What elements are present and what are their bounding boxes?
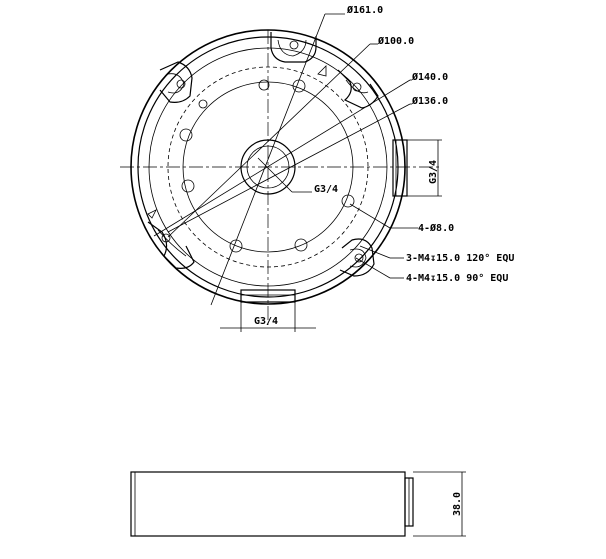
mounting-lug-left bbox=[160, 62, 192, 102]
label-g34-center: G3/4 bbox=[314, 184, 339, 195]
hole-left-small bbox=[199, 100, 207, 108]
side-body bbox=[131, 472, 405, 536]
label-dia-100: Ø100.0 bbox=[378, 36, 415, 47]
leader-m4-120 bbox=[360, 246, 390, 258]
leader-140 bbox=[154, 80, 410, 236]
label-dia-136: Ø136.0 bbox=[412, 96, 449, 107]
leader-136 bbox=[168, 104, 410, 232]
label-dia-140: Ø140.0 bbox=[412, 72, 449, 83]
label-dia-161: Ø161.0 bbox=[347, 5, 384, 16]
label-g34-bottom: G3/4 bbox=[254, 316, 279, 327]
side-view bbox=[131, 472, 466, 536]
leader-holes-8 bbox=[350, 204, 390, 228]
hole-upper-left bbox=[180, 129, 192, 141]
label-m4-120: 3-M4↧15.0 120° EQU bbox=[406, 253, 515, 264]
label-m4-90: 4-M4↧15.0 90° EQU bbox=[406, 273, 509, 284]
label-height-38: 38.0 bbox=[452, 491, 463, 516]
hole-lower-left bbox=[182, 180, 194, 192]
hole-top bbox=[259, 80, 269, 90]
label-g34-right: G3/4 bbox=[428, 159, 439, 184]
arrow-mark-top-right bbox=[318, 66, 326, 76]
label-holes-8: 4-Ø8.0 bbox=[418, 223, 455, 234]
arrow-mark-left bbox=[148, 210, 156, 218]
top-view bbox=[120, 4, 514, 332]
leader-100 bbox=[168, 44, 370, 237]
